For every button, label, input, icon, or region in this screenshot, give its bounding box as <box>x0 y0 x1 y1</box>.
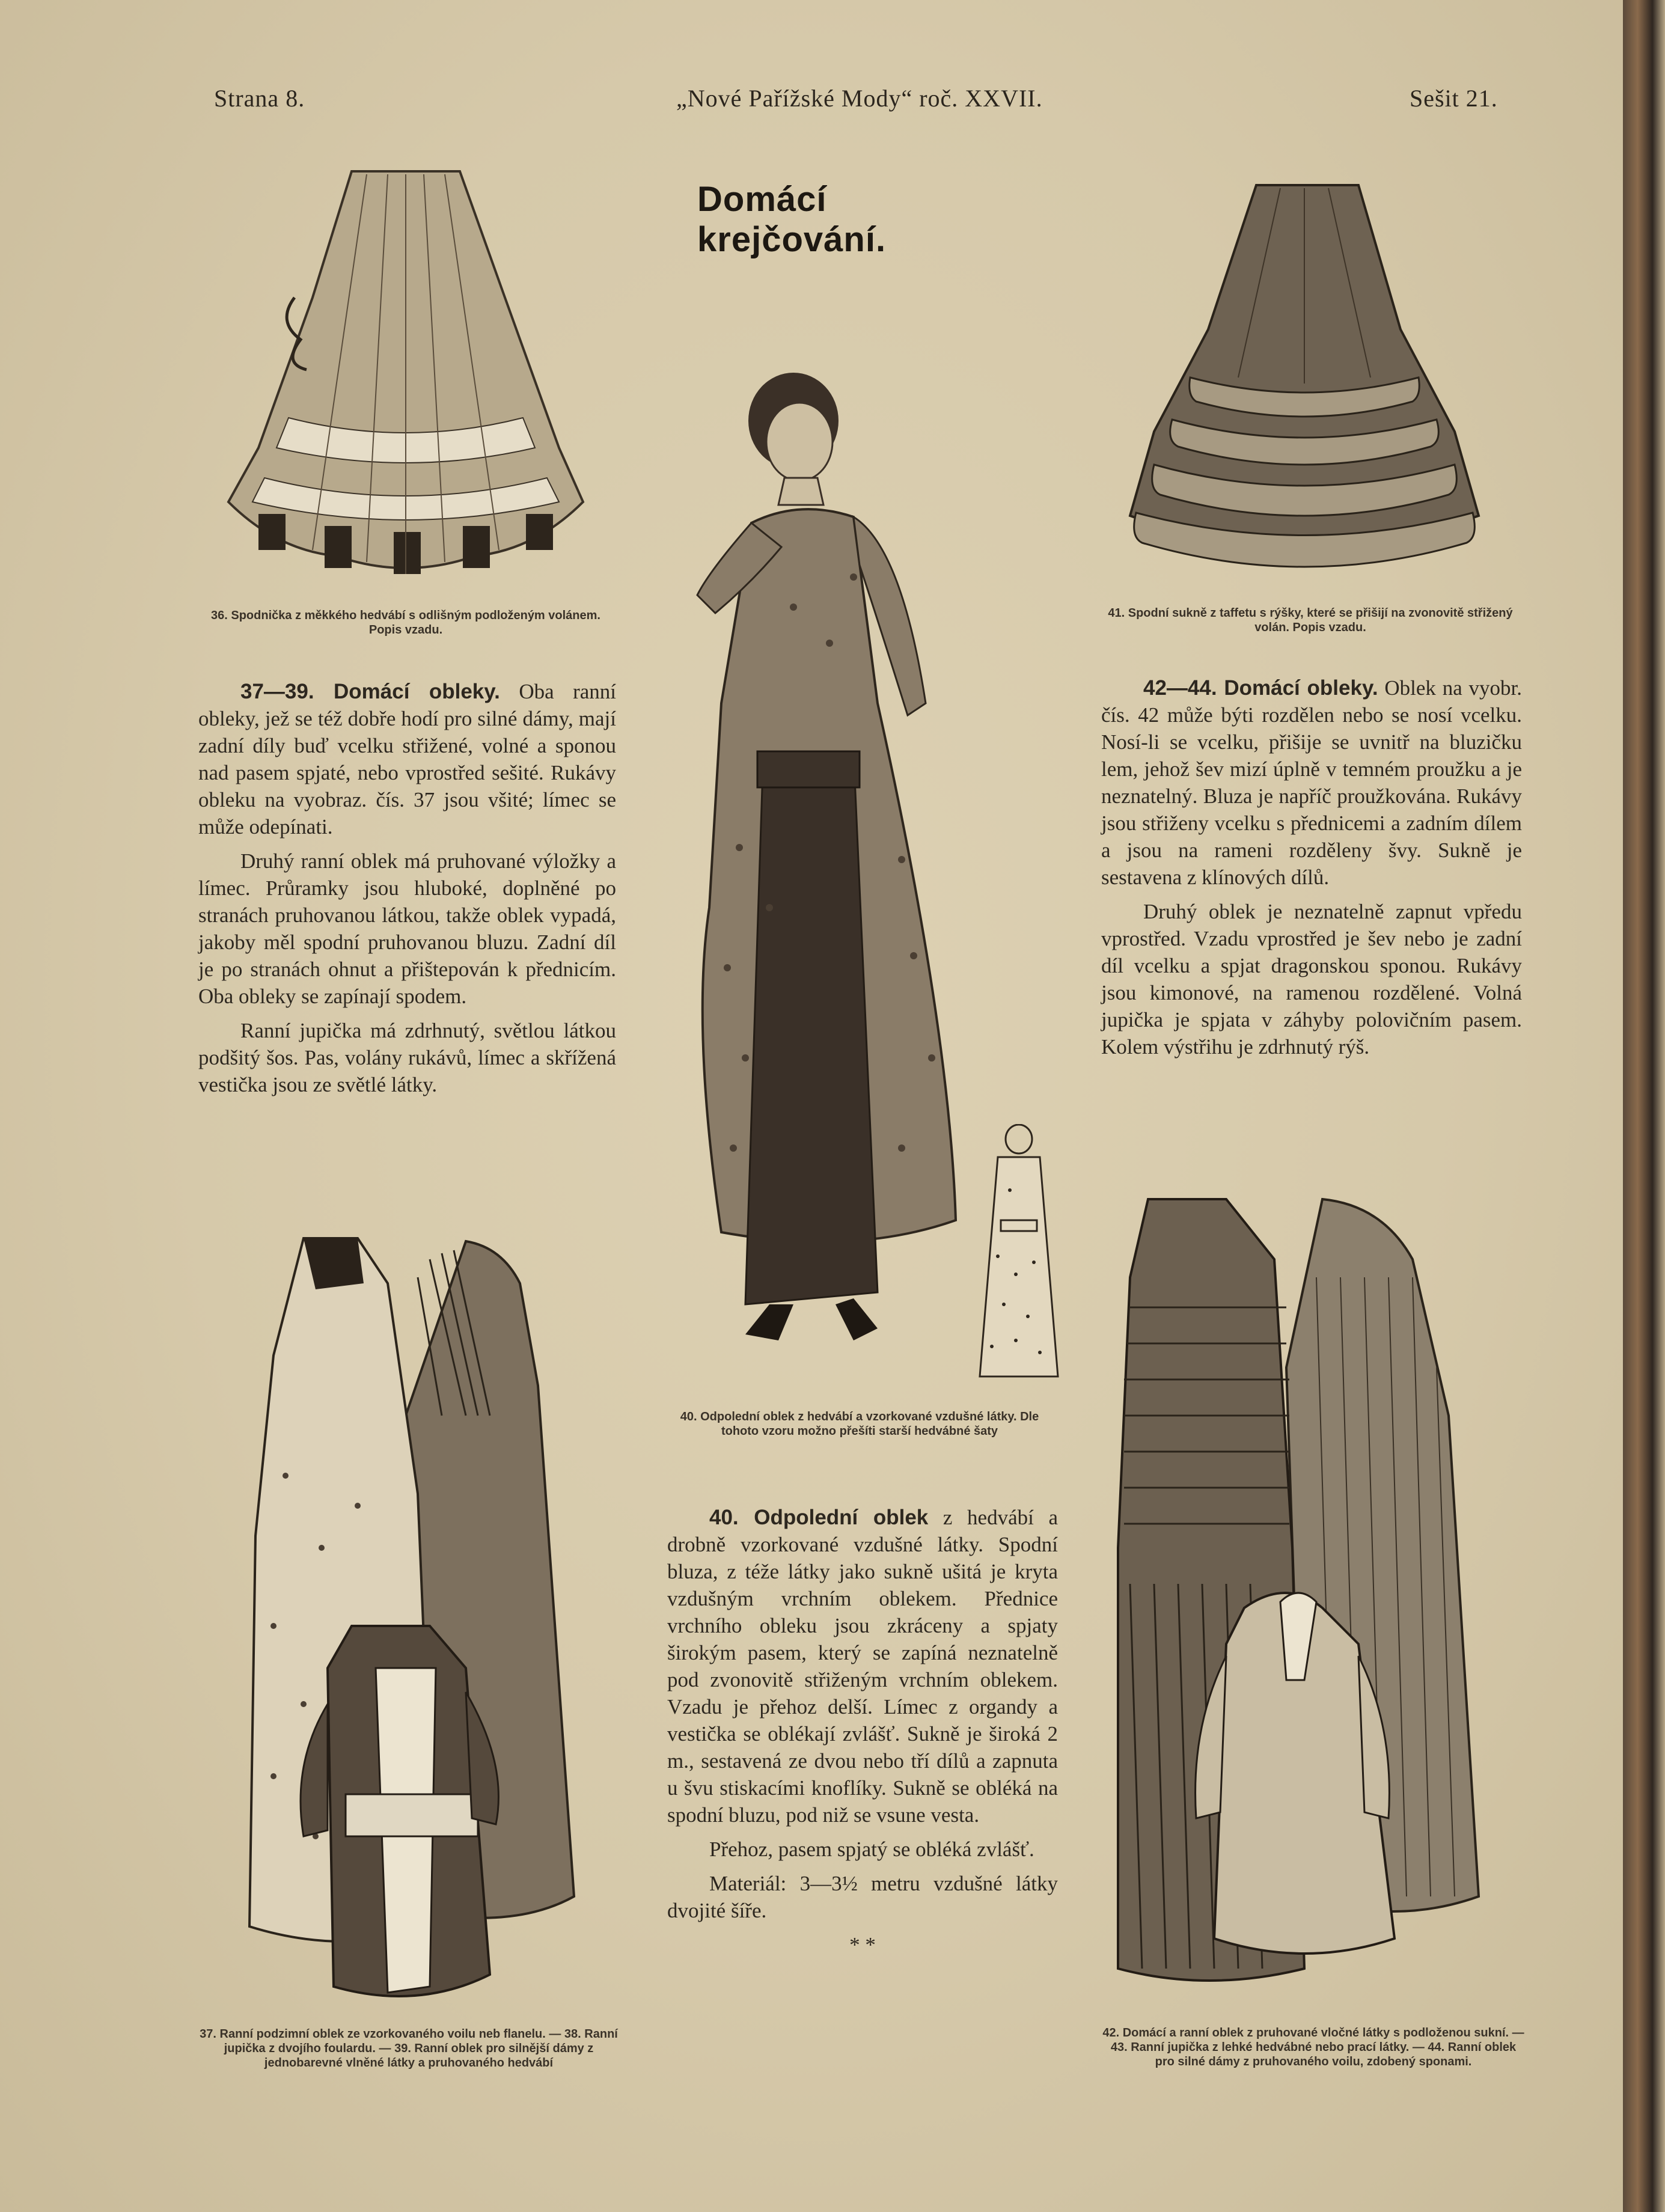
issue-number: Sešit 21. <box>1410 85 1498 112</box>
illustration-back-view-40 <box>974 1124 1064 1389</box>
left-paragraph-2: Druhý ranní oblek má pruhované výložky a límec. Průramky jsou hluboké, doplněné po stranách pruhovanou látkou, takže oblek vypadá, jakoby měl spodní pruhovanou bluzu. Zadní díl je po stranách ohnut a přištepován k přednicím. Oba obleky se zapínají spodem. <box>198 849 616 1008</box>
center-paragraph-3: Materiál: 3—3½ metru vzdušné látky dvojité šíře. <box>667 1872 1058 1922</box>
illustration-petticoat-36 <box>222 165 589 580</box>
caption-fig40: 40. Odpolední oblek z hedvábí a vzorkované vzdušné látky. Dle tohoto vzoru možno přešíti starší hedvábné šaty <box>680 1410 1039 1438</box>
center-column-text <box>667 1504 1058 1966</box>
right-paragraph-1: Oblek na vyobr. čís. 42 může býti rozdělen nebo se nosí vcelku. Nosí-li se vcelku, přišije se uvnitř na bluzičku lem, jehož šev mizí úplně v temném proužku a je neznatelný. Bluza je napříč proužkována. Rukávy jsou střiženy vcelku s přednicemi a zadním dílem a jsou na rameni rozděleny švy. Sukně je sestavena z klínových dílů. <box>1101 676 1522 889</box>
right-paragraph-2: Druhý oblek je neznatelně zapnut vpředu vprostřed. Vzadu vprostřed je šev nebo je zadní díl vcelku a spjat dragonskou sponou. Rukávy jsou kimonové, na ramenou rozdělené. Volná jupička je spjata v záhyby polovičním pasem. Kolem výstřihu je zdrhnutý rýš. <box>1101 900 1522 1059</box>
left-paragraph-1: Oba ranní obleky, jež se též dobře hodí pro silné dámy, mají zadní díly buď vcelku střižené, volné a sponou nad pasem spjaté, nebo vprostřed sešité. Rukávy obleku na vyobraz. čís. 37 jsou všité; límec se může odepínati. <box>198 680 616 839</box>
section-stars: * * <box>849 1933 876 1957</box>
illustration-woman-dress-40 <box>673 367 998 1352</box>
book-spine <box>1623 0 1665 2212</box>
heading-37-39: 37—39. Domácí obleky. <box>240 680 500 703</box>
caption-fig42: 42. Domácí a ranní oblek z pruhované vločné látky s podloženou sukní. — 43. Ranní jupička z lehké hedvábné nebo prací látky. — 44. Ranní oblek pro silné dámy z pruhovaného voilu, zdobený sponami. <box>1102 2026 1524 2068</box>
heading-42-44: 42—44. Domácí obleky. <box>1143 676 1378 700</box>
caption-fig37: 37. Ranní podzimní oblek ze vzorkovaného voilu neb flanelu. — 38. Ranní jupička z dvojího foulardu. — 39. Ranní oblek pro silnější dámy z jednobarevné vlněné látky a pruhovaného hedvábí <box>200 2027 618 2070</box>
center-paragraph-1: z hedvábí a drobně vzorkované vzdušné látky. Spodní bluza, z téže látky jako sukně ušitá je kryta vzdušným vrchním oblekem. Přednice vrchního obleku jsou zkráceny a spjaty širokým pasem, který se zapíná neznatelně pod zvonovitě střiženým vrchním oblekem. Vzadu je přehoz delší. Límec z organdy a vestička se oblékají zvlášť. Sukně je široká 2 m., sestavená ze dvou nebo tří dílů a zapnuta u švu stiskacími knoflíky. Sukně se obléká na spodní bluzu, pod niž se vsune vesta. <box>667 1506 1058 1827</box>
left-paragraph-3: Ranní jupička má zdrhnutý, světlou látkou podšitý šos. Pas, volány rukávů, límec a skřížená vestička jsou ze světlé látky. <box>198 1019 616 1096</box>
page-title: Domácí krejčování. <box>697 180 887 259</box>
heading-40: 40. Odpolední oblek <box>709 1506 929 1529</box>
caption-fig41: 41. Spodní sukně z taffetu s rýšky, které se přišijí na zvonovitě střižený volán. Popis vzadu. <box>1108 606 1513 634</box>
illustration-morning-garments-37-39 <box>237 1235 586 2017</box>
page-number: Strana 8. <box>214 85 305 112</box>
center-paragraph-2: Přehoz, pasem spjatý se obléká zvlášť. <box>709 1838 1034 1861</box>
illustration-home-garments-42-44 <box>1106 1187 1497 1999</box>
caption-fig36: 36. Spodnička z měkkého hedvábí s odlišným podloženým volánem. Popis vzadu. <box>211 609 600 637</box>
left-column-text <box>198 678 616 1105</box>
illustration-ruffled-skirt-41 <box>1118 179 1491 579</box>
right-column-text <box>1101 674 1522 1068</box>
magazine-title: „Nové Pařížské Mody“ roč. XXVII. <box>676 85 1043 112</box>
